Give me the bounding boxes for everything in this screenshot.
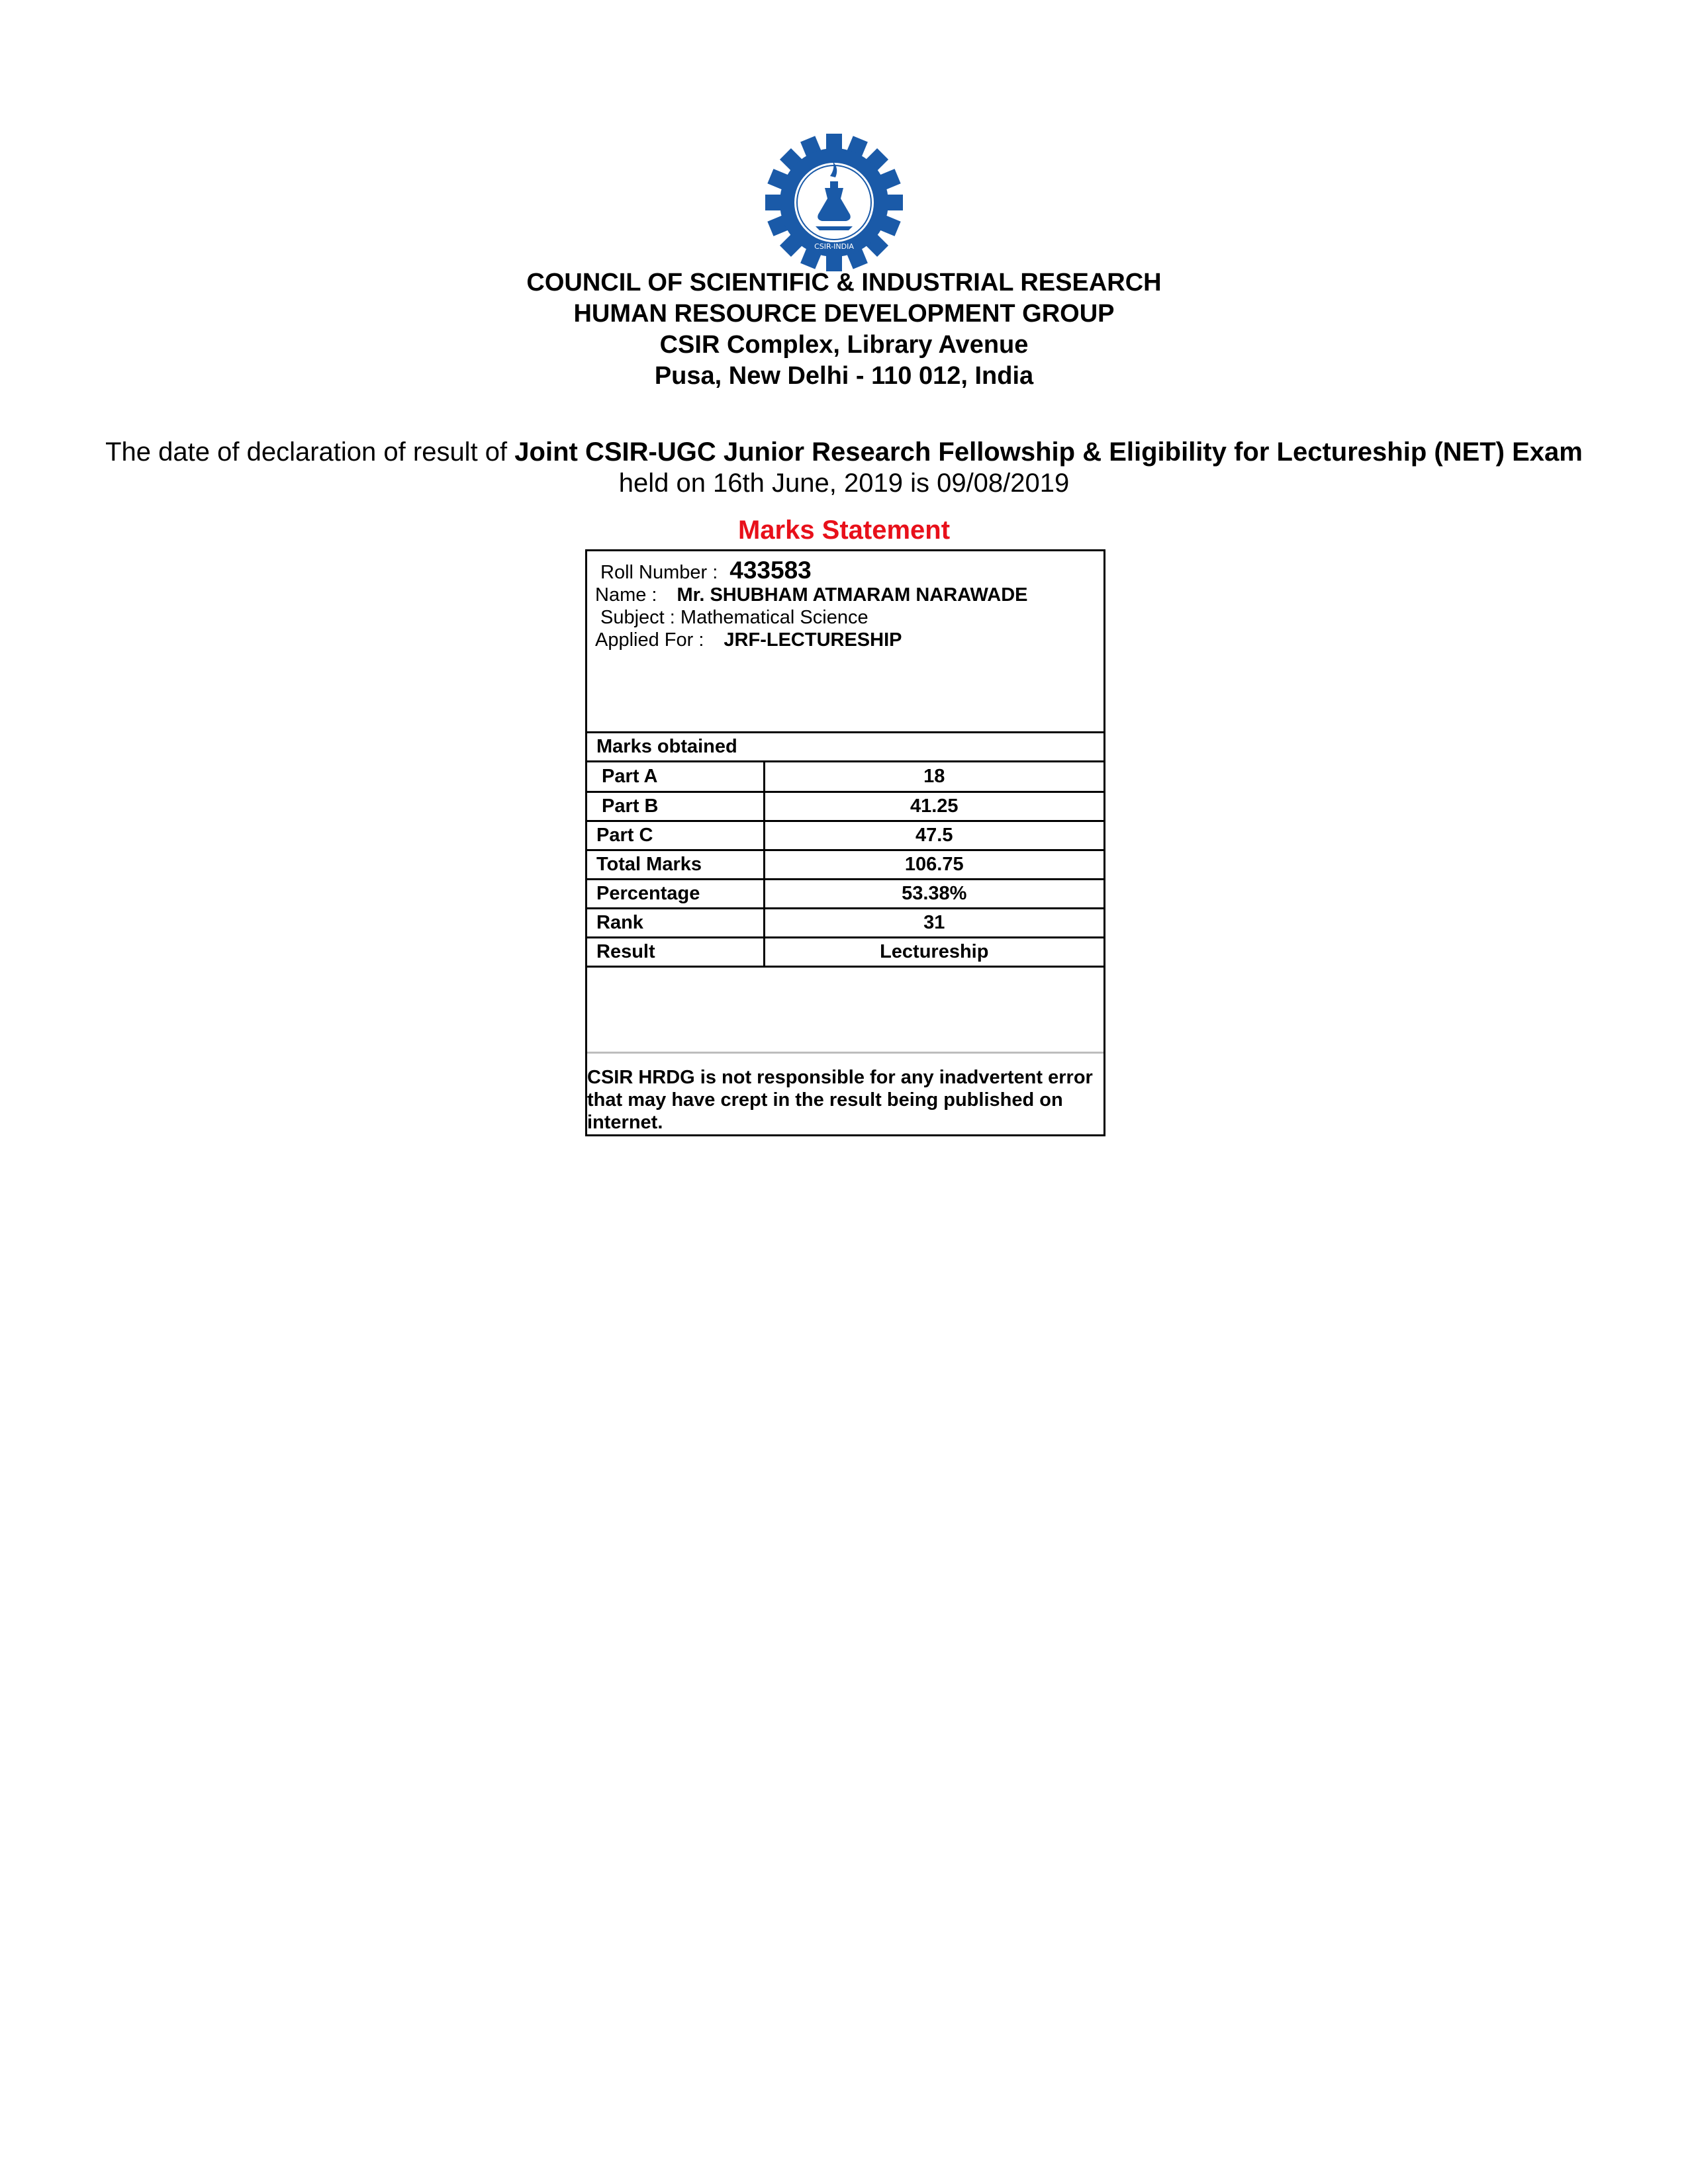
disclaimer-text: CSIR HRDG is not responsible for any inadvertent error that may have crept in the result being published on internet. <box>587 1067 1093 1133</box>
roll-number-row <box>600 559 1028 584</box>
row-value: Lectureship <box>764 937 1103 966</box>
csir-logo <box>761 130 907 275</box>
row-value: 106.75 <box>764 850 1103 879</box>
candidate-info <box>595 559 1028 651</box>
table-row <box>587 908 1103 937</box>
marks-table <box>587 762 1103 968</box>
marks-obtained-header: Marks obtained <box>587 731 1103 762</box>
logo-text: CSIR-INDIA <box>814 242 854 251</box>
subject-row <box>600 606 1028 629</box>
applied-for-label: Applied For : <box>595 629 704 651</box>
table-row <box>587 821 1103 850</box>
roll-number-label: Roll Number : <box>600 562 718 583</box>
table-row <box>587 879 1103 908</box>
marks-statement-title: Marks Statement <box>737 516 951 545</box>
table-row <box>587 762 1103 792</box>
org-address-line2: Pusa, New Delhi - 110 012, India <box>654 362 1034 390</box>
divider <box>587 1052 1103 1054</box>
name-label: Name : <box>595 584 657 606</box>
org-address-line1: CSIR Complex, Library Avenue <box>659 331 1029 359</box>
row-label: Total Marks <box>587 850 764 879</box>
row-label: Part A <box>587 762 764 792</box>
row-label: Percentage <box>587 879 764 908</box>
name-value: Mr. SHUBHAM ATMARAM NARAWADE <box>677 584 1028 606</box>
row-label: Rank <box>587 908 764 937</box>
table-row <box>587 850 1103 879</box>
declaration-suffix: held on 16th June, 2019 is 09/08/2019 <box>618 469 1070 498</box>
subject-value: Mathematical Science <box>680 607 868 628</box>
exam-name: Joint CSIR-UGC Junior Research Fellowship & Eligibility for Lectureship (NET) Exam <box>514 437 1583 467</box>
subject-label: Subject : <box>600 607 675 628</box>
name-row <box>595 584 1028 606</box>
applied-for-value: JRF-LECTURESHIP <box>724 629 902 651</box>
declaration-text <box>79 437 1609 499</box>
row-value: 47.5 <box>764 821 1103 850</box>
table-row <box>587 792 1103 821</box>
organization-header <box>0 267 1688 392</box>
row-value: 31 <box>764 908 1103 937</box>
row-value: 53.38% <box>764 879 1103 908</box>
declaration-prefix: The date of declaration of result of <box>105 437 515 467</box>
org-name: COUNCIL OF SCIENTIFIC & INDUSTRIAL RESEARCH <box>526 269 1162 296</box>
row-label: Part C <box>587 821 764 850</box>
roll-number-value: 433583 <box>729 557 812 584</box>
applied-for-row <box>595 629 1028 651</box>
marks-statement-box <box>585 549 1105 1136</box>
csir-gear-emblem-icon <box>761 130 907 275</box>
table-row <box>587 937 1103 966</box>
org-group: HUMAN RESOURCE DEVELOPMENT GROUP <box>573 300 1115 328</box>
row-value: 18 <box>764 762 1103 792</box>
row-label: Part B <box>587 792 764 821</box>
row-label: Result <box>587 937 764 966</box>
row-value: 41.25 <box>764 792 1103 821</box>
